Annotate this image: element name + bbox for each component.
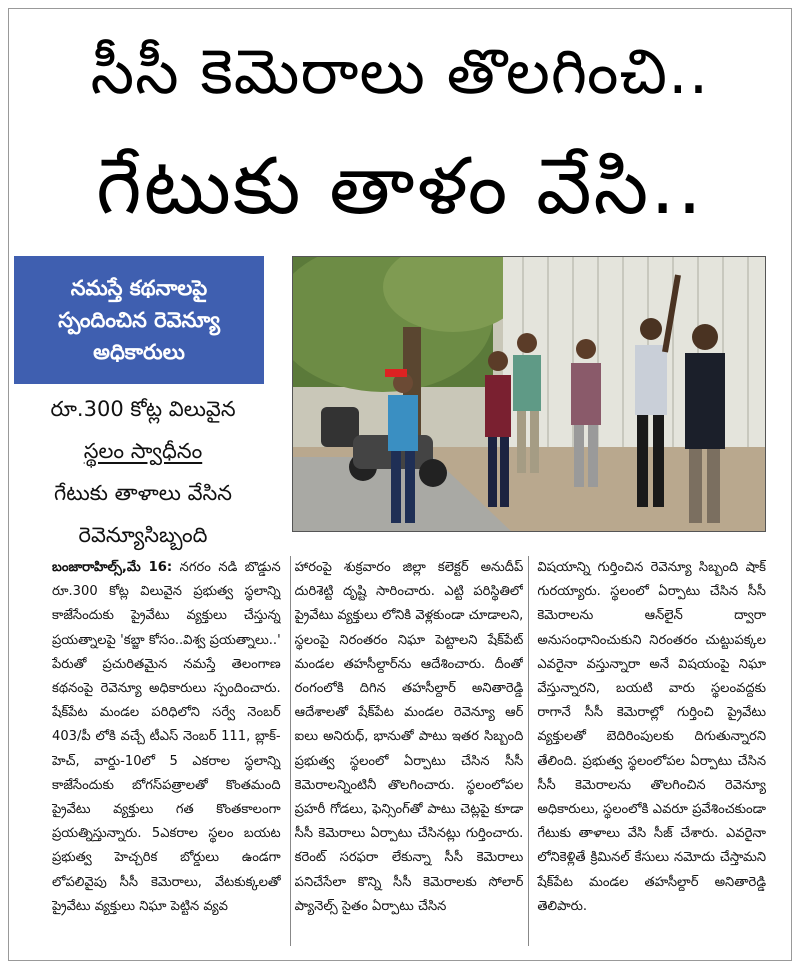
article-column-2 xyxy=(295,556,524,946)
column-text: హారంపై శుక్రవారం జిల్లా కలెక్టర్ అనుదీప్ దురిశెట్టి దృష్టి సారించారు. ఎట్టి పరిస్థితిలో ప్రైవేటు వ్యక్తులు లోనికి వెళ్లకుండా చూడాలని, స్థలంపై నిరంతరం నిఘా పెట్టాలని షేక్‌పేట్ మండల తహసీల్దార్‌ను ఆదేశించారు. దీంతో రంగంలోకి దిగిన తహసీల్దార్ అనితారెడ్డి ఆదేశాలతో షేక్‌పేట మండల రెవెన్యూ ఆర్ ఐలు అనిరుధ్, భానుతో పాటు ఇతర సిబ్బంది ప్రభుత్వ స్థలంలో ఏర్పాటు చేసిన సీసీ కెమెరాలన్నింటినీ తొలగించారు. స్థలంలోపల ప్రహరీ గోడలు, ఫెన్సింగ్‌తో పాటు చెట్లపై కూడా సీసీ కెమెరాలు ఏర్పాటు చేసినట్లు గుర్తించారు. కరెంట్ సరఫరా లేకున్నా సీసీ కెమెరాలు పనిచేసేలా కొన్ని సీసీ కెమెరాలకు సోలార్ ప్యానెల్స్ సైతం ఏర్పాటు చేసిన xyxy=(294,560,524,914)
subdeck-line: స్థలం స్వాధీనం xyxy=(83,439,203,463)
article-body xyxy=(52,556,766,946)
article-column-3 xyxy=(537,556,766,946)
column-divider xyxy=(528,556,529,946)
headline-line-1: సీసీ కెమెరాలు తొలగించి.. xyxy=(90,35,710,108)
column-text: విషయాన్ని గుర్తించిన రెవెన్యూ సిబ్బంది షాక్ గురయ్యారు. స్థలంలో ఏర్పాటు చేసిన సీసీ కెమెరాలను ఆన్‌లైన్ ద్వారా అనుసంధానించుకుని నిరంతరం చుట్టుపక్కల ఎవరైనా వస్తున్నారా అనే విషయంపై నిఘా వేస్తున్నారని, బయటి వారు స్థలంవద్దకు రాగానే సీసీ కెమెరాల్లో గుర్తించి ప్రైవేటు వ్యక్తులతో బెదిరింపులకు దిగుతున్నారని తేలింది. ప్రభుత్వ స్థలంలోపల ఏర్పాటు చేసిన సీసీ కెమెరాలను తొలగించిన రెవెన్యూ అధికారులు, స్థలంలోకి ఎవరూ ప్రవేశించకుండా గేటుకు తాళాలు వేసి సీజ్ చేశారు. ఎవరైనా లోనికెళ్లితే క్రిమినల్ కేసులు నమోదు చేస్తామని షేక్‌పేట మండల తహసీల్దార్ అనితారెడ్డి తెలిపారు. xyxy=(537,560,767,914)
kicker-line: నమస్తే కథనాలపై xyxy=(70,276,208,300)
kicker-box xyxy=(14,256,264,384)
kicker-line: స్పందించిన రెవెన్యూ xyxy=(58,308,220,332)
dateline: బంజారాహిల్స్,మే 16: xyxy=(52,560,173,575)
subdeck xyxy=(24,392,262,552)
article-column-1 xyxy=(52,556,281,946)
news-photo xyxy=(292,256,766,532)
subdeck-line: గేటుకు తాళాలు వేసిన xyxy=(53,481,232,505)
photo-icon xyxy=(293,257,766,532)
kicker-line: అధికారులు xyxy=(93,340,185,364)
subdeck-line: రెవెన్యూసిబ్బంది xyxy=(78,523,208,547)
column-text: నగరం నడి బొడ్డున రూ.300 కోట్ల విలువైన ప్రభుత్వ స్థలాన్ని కాజేసేందుకు ప్రైవేటు వ్యక్తులు చేస్తున్న ప్రయత్నాలపై 'కబ్జా కోసం..విశ్వ ప్రయత్నాలు..' పేరుతో ప్రచురితమైన నమస్తే తెలంగాణ కథనంపై రెవెన్యూ అధికారులు స్పందించారు. షేక్‌పేట మండల పరిధిలోని సర్వే నెంబర్ 403/పీ లోకి వచ్చే టీఎస్ నెంబర్ 111, బ్లాక్- హెచ్, వార్డు-10లో 5 ఎకరాల స్థలాన్ని కాజేసేందుకు బోగస్‌పత్రాలతో కొంతమంది ప్రైవేటు వ్యక్తులు గత కొంతకాలంగా ప్రయత్నిస్తున్నారు. 5ఎకరాల స్థలం బయట ప్రభుత్వ హెచ్చరిక బోర్డులు ఉండగా లోపలివైపు సీసీ కెమెరాలు, వేటకుక్కలతో ప్రైవేటు వ్యక్తులు నిఘా పెట్టిన వ్యవ xyxy=(52,560,281,914)
headline-line-2: గేటుకు తాళం వేసి.. xyxy=(96,142,704,232)
column-divider xyxy=(290,556,291,946)
subdeck-line: రూ.300 కోట్ల విలువైన xyxy=(50,397,236,421)
